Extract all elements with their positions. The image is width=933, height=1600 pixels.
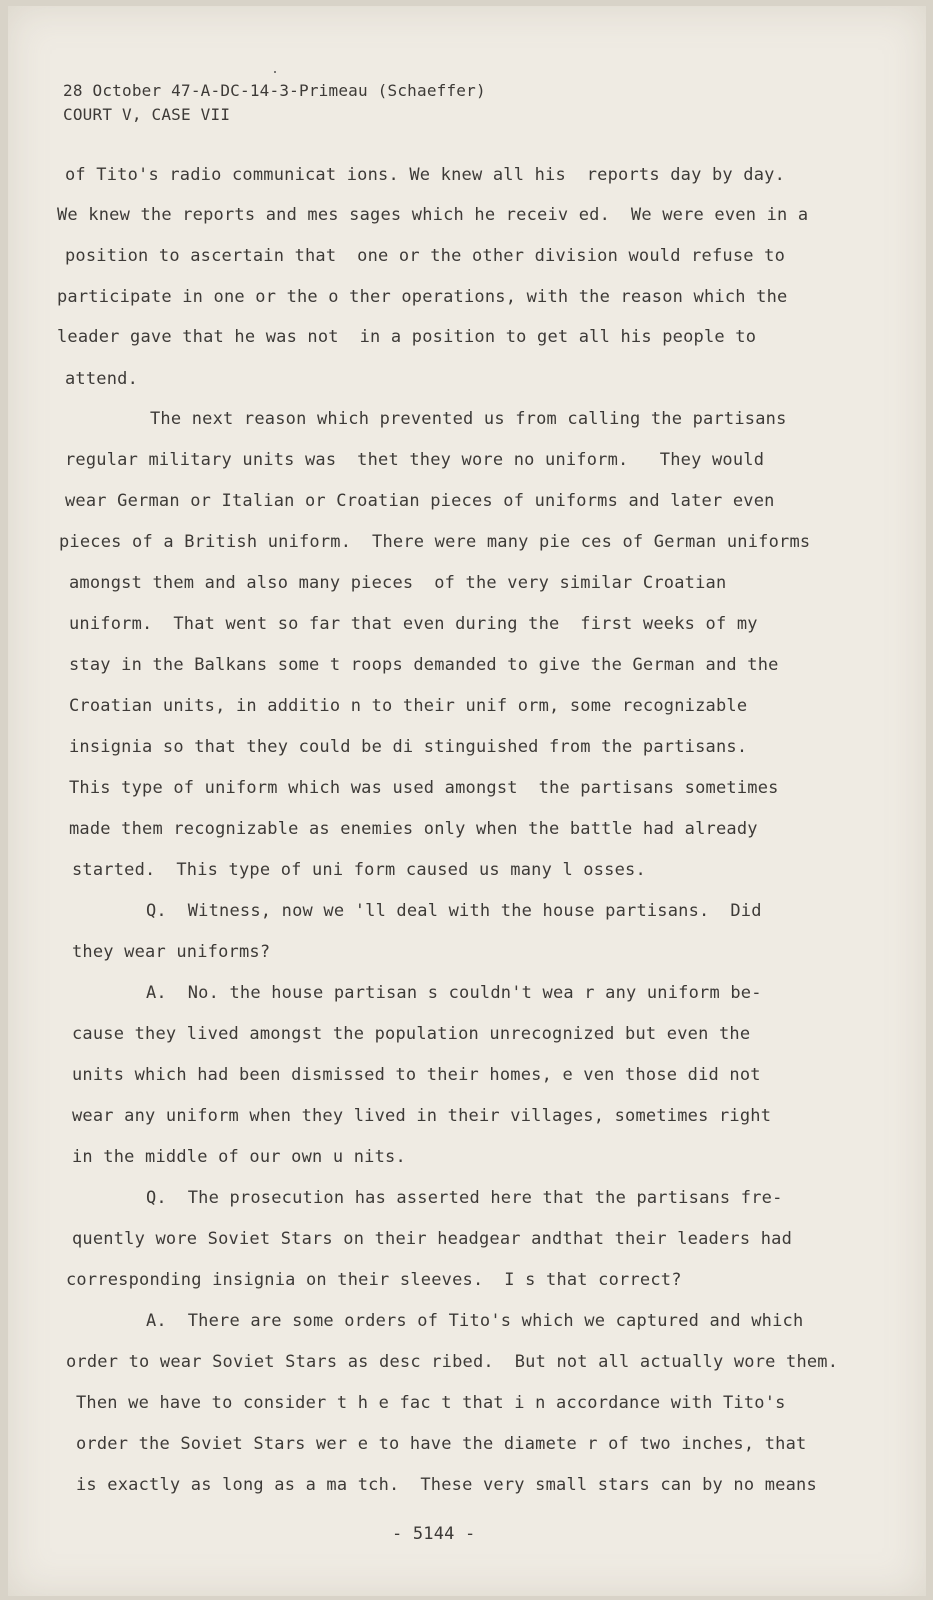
body-line: Croatian units, in additio n to their unif orm, some recognizable bbox=[69, 696, 748, 716]
body-line: is exactly as long as a ma tch. These very small stars can by no means bbox=[76, 1475, 817, 1495]
body-line: corresponding insignia on their sleeves. I s that correct? bbox=[66, 1270, 682, 1290]
body-line: This type of uniform which was used amongst the partisans sometimes bbox=[69, 778, 779, 798]
body-line: insignia so that they could be di stinguished from the partisans. bbox=[69, 737, 748, 757]
body-line: units which had been dismissed to their homes, e ven those did not bbox=[72, 1065, 761, 1085]
body-line: cause they lived amongst the population unrecognized but even the bbox=[72, 1024, 751, 1044]
body-line: A. There are some orders of Tito's which we captured and which bbox=[146, 1311, 804, 1331]
body-line: order the Soviet Stars wer e to have the diamete r of two inches, that bbox=[76, 1434, 807, 1454]
header-line-2: COURT V, CASE VII bbox=[63, 105, 231, 124]
header-line-1: 28 October 47-A-DC-14-3-Primeau (Schaeffer) bbox=[63, 81, 486, 100]
body-line: leader gave that he was not in a position to get all his people to bbox=[57, 327, 757, 347]
body-line: A. No. the house partisan s couldn't wea r any uniform be- bbox=[146, 983, 762, 1003]
body-line: Q. The prosecution has asserted here that the partisans fre- bbox=[146, 1188, 783, 1208]
body-line: uniform. That went so far that even during the first weeks of my bbox=[69, 614, 758, 634]
body-line: We knew the reports and mes sages which he receiv ed. We were even in a bbox=[57, 205, 809, 225]
body-line: of Tito's radio communicat ions. We knew all his reports day by day. bbox=[65, 165, 786, 185]
body-line: pieces of a British uniform. There were many pie ces of German uniforms bbox=[59, 532, 811, 552]
body-line: The next reason which prevented us from calling the partisans bbox=[150, 409, 787, 429]
body-line: wear any uniform when they lived in their villages, sometimes right bbox=[72, 1106, 772, 1126]
body-line: in the middle of our own u nits. bbox=[72, 1147, 406, 1167]
stray-mark bbox=[274, 71, 276, 73]
body-line: stay in the Balkans some t roops demanded to give the German and the bbox=[69, 655, 779, 675]
body-line: wear German or Italian or Croatian pieces of uniforms and later even bbox=[65, 491, 775, 511]
body-line: amongst them and also many pieces of the very similar Croatian bbox=[69, 573, 727, 593]
body-line: regular military units was thet they wore no uniform. They would bbox=[65, 450, 765, 470]
body-line: participate in one or the o ther operations, with the reason which the bbox=[57, 287, 788, 307]
body-line: Then we have to consider t h e fac t that i n accordance with Tito's bbox=[76, 1393, 786, 1413]
body-line: order to wear Soviet Stars as desc ribed. But not all actually wore them. bbox=[66, 1352, 839, 1372]
body-line: position to ascertain that one or the other division would refuse to bbox=[65, 246, 786, 266]
body-line: Q. Witness, now we 'll deal with the house partisans. Did bbox=[146, 901, 762, 921]
body-line: they wear uniforms? bbox=[72, 942, 271, 962]
body-line: attend. bbox=[65, 369, 139, 389]
body-line: made them recognizable as enemies only when the battle had already bbox=[69, 819, 758, 839]
body-line: quently wore Soviet Stars on their headgear andthat their leaders had bbox=[72, 1229, 793, 1249]
body-line: started. This type of uni form caused us many l osses. bbox=[72, 860, 646, 880]
page-number: - 5144 - bbox=[392, 1524, 476, 1544]
